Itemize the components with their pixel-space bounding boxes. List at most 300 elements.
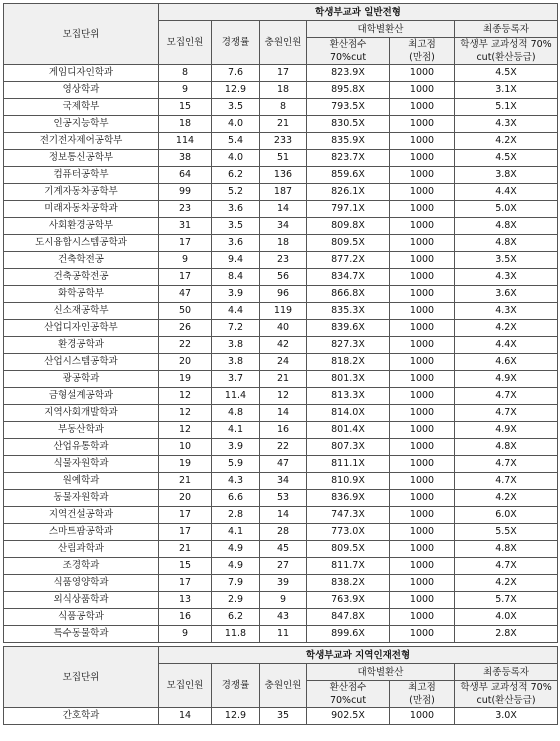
quota-cell: 22 [159, 337, 212, 354]
max-score-cell: 1000 [390, 184, 455, 201]
competition-rate-cell: 3.6 [212, 201, 260, 218]
competition-rate-cell: 7.2 [212, 320, 260, 337]
filled-count-cell: 119 [260, 303, 307, 320]
max-header-sub: (만점) [409, 52, 435, 63]
converted-score-cell: 809.8X [307, 218, 390, 235]
converted-score-cell: 895.8X [307, 82, 390, 99]
unit-name-cell: 인공지능학부 [4, 116, 159, 133]
max-header-sub: (만점) [409, 695, 435, 706]
max-score-cell: 1000 [390, 116, 455, 133]
filled-count-cell: 14 [260, 507, 307, 524]
competition-rate-cell: 5.4 [212, 133, 260, 150]
competition-rate-cell: 3.5 [212, 218, 260, 235]
max-score-cell: 1000 [390, 150, 455, 167]
quota-cell: 19 [159, 456, 212, 473]
competition-rate-cell: 6.2 [212, 167, 260, 184]
max-score-cell: 1000 [390, 82, 455, 99]
max-score-cell: 1000 [390, 507, 455, 524]
max-header-label: 최고점 [408, 682, 436, 693]
general-admission-table [3, 3, 558, 643]
filled-count-cell: 23 [260, 252, 307, 269]
final-grade-cell: 4.7X [455, 558, 558, 575]
max-score-cell: 1000 [390, 609, 455, 626]
unit-header: 모집단위 [4, 647, 159, 708]
score-header [307, 38, 390, 65]
max-score-cell: 1000 [390, 286, 455, 303]
filled-count-cell: 45 [260, 541, 307, 558]
quota-cell: 13 [159, 592, 212, 609]
quota-cell: 31 [159, 218, 212, 235]
group-header: 학생부교과 지역인재전형 [159, 647, 558, 664]
final-grade-cell: 4.0X [455, 609, 558, 626]
table-row [4, 337, 558, 354]
final-sub-header-2: cut(환산등급) [476, 52, 536, 63]
filled-count-cell: 34 [260, 218, 307, 235]
quota-cell: 26 [159, 320, 212, 337]
converted-score-cell: 763.9X [307, 592, 390, 609]
max-score-cell: 1000 [390, 218, 455, 235]
rate-header: 경쟁률 [212, 21, 260, 65]
converted-score-cell: 801.4X [307, 422, 390, 439]
max-score-cell: 1000 [390, 524, 455, 541]
max-score-cell: 1000 [390, 99, 455, 116]
converted-score-cell: 801.3X [307, 371, 390, 388]
quota-cell: 47 [159, 286, 212, 303]
quota-cell: 9 [159, 626, 212, 643]
competition-rate-cell: 9.4 [212, 252, 260, 269]
final-grade-cell: 5.5X [455, 524, 558, 541]
converted-score-cell: 899.6X [307, 626, 390, 643]
convert-header: 대학별환산 [307, 21, 455, 38]
table-row [4, 541, 558, 558]
converted-score-cell: 827.3X [307, 337, 390, 354]
max-score-cell: 1000 [390, 133, 455, 150]
filled-count-cell: 51 [260, 150, 307, 167]
competition-rate-cell: 4.9 [212, 558, 260, 575]
quota-cell: 18 [159, 116, 212, 133]
max-header [390, 38, 455, 65]
filled-count-cell: 22 [260, 439, 307, 456]
filled-header: 충원인원 [260, 664, 307, 708]
table-row [4, 99, 558, 116]
unit-name-cell: 건축공학전공 [4, 269, 159, 286]
converted-score-cell: 902.5X [307, 708, 390, 725]
competition-rate-cell: 4.0 [212, 116, 260, 133]
max-score-cell: 1000 [390, 252, 455, 269]
quota-cell: 17 [159, 507, 212, 524]
table-row [4, 354, 558, 371]
unit-name-cell: 산업시스템공학과 [4, 354, 159, 371]
quota-cell: 21 [159, 473, 212, 490]
max-score-cell: 1000 [390, 235, 455, 252]
competition-rate-cell: 4.8 [212, 405, 260, 422]
final-grade-cell: 5.0X [455, 201, 558, 218]
final-grade-cell: 3.1X [455, 82, 558, 99]
max-score-cell: 1000 [390, 303, 455, 320]
converted-score-cell: 793.5X [307, 99, 390, 116]
table-row [4, 422, 558, 439]
final-grade-cell: 4.3X [455, 303, 558, 320]
unit-name-cell: 도시융합시스템공학과 [4, 235, 159, 252]
table-row [4, 388, 558, 405]
quota-cell: 9 [159, 252, 212, 269]
filled-count-cell: 42 [260, 337, 307, 354]
regional-admission-rows [4, 708, 558, 725]
max-score-cell: 1000 [390, 354, 455, 371]
competition-rate-cell: 7.6 [212, 65, 260, 82]
filled-count-cell: 21 [260, 371, 307, 388]
general-admission-rows [4, 65, 558, 643]
competition-rate-cell: 4.9 [212, 541, 260, 558]
competition-rate-cell: 12.9 [212, 708, 260, 725]
table-row [4, 150, 558, 167]
competition-rate-cell: 11.8 [212, 626, 260, 643]
unit-name-cell: 조경학과 [4, 558, 159, 575]
filled-count-cell: 187 [260, 184, 307, 201]
competition-rate-cell: 4.1 [212, 524, 260, 541]
final-sub-header-2: cut(환산등급) [476, 695, 536, 706]
filled-count-cell: 27 [260, 558, 307, 575]
filled-count-cell: 16 [260, 422, 307, 439]
table-row [4, 575, 558, 592]
filled-count-cell: 96 [260, 286, 307, 303]
max-score-cell: 1000 [390, 490, 455, 507]
filled-count-cell: 18 [260, 82, 307, 99]
filled-count-cell: 8 [260, 99, 307, 116]
unit-name-cell: 원예학과 [4, 473, 159, 490]
quota-cell: 14 [159, 708, 212, 725]
regional-admission-table [3, 646, 558, 725]
converted-score-cell: 836.9X [307, 490, 390, 507]
final-grade-cell: 4.6X [455, 354, 558, 371]
final-sub-header [455, 681, 558, 708]
unit-name-cell: 식품공학과 [4, 609, 159, 626]
quota-cell: 8 [159, 65, 212, 82]
final-grade-cell: 4.5X [455, 150, 558, 167]
max-score-cell: 1000 [390, 320, 455, 337]
final-grade-cell: 3.0X [455, 708, 558, 725]
filled-count-cell: 34 [260, 473, 307, 490]
max-score-cell: 1000 [390, 626, 455, 643]
competition-rate-cell: 6.6 [212, 490, 260, 507]
final-grade-cell: 3.5X [455, 252, 558, 269]
table-row [4, 303, 558, 320]
unit-name-cell: 게임디자인학과 [4, 65, 159, 82]
final-grade-cell: 4.2X [455, 575, 558, 592]
converted-score-cell: 847.8X [307, 609, 390, 626]
converted-score-cell: 866.8X [307, 286, 390, 303]
table-row [4, 184, 558, 201]
quota-cell: 16 [159, 609, 212, 626]
final-sub-header [455, 38, 558, 65]
unit-name-cell: 전기전자제어공학부 [4, 133, 159, 150]
max-score-cell: 1000 [390, 439, 455, 456]
quota-cell: 17 [159, 524, 212, 541]
unit-name-cell: 지역건설공학과 [4, 507, 159, 524]
final-header: 최종등록자 [455, 664, 558, 681]
filled-count-cell: 14 [260, 405, 307, 422]
final-grade-cell: 4.9X [455, 371, 558, 388]
table-row [4, 235, 558, 252]
competition-rate-cell: 3.8 [212, 337, 260, 354]
max-header-label: 최고점 [408, 39, 436, 50]
filled-count-cell: 53 [260, 490, 307, 507]
competition-rate-cell: 5.2 [212, 184, 260, 201]
competition-rate-cell: 6.2 [212, 609, 260, 626]
max-score-cell: 1000 [390, 65, 455, 82]
converted-score-cell: 773.0X [307, 524, 390, 541]
converted-score-cell: 823.7X [307, 150, 390, 167]
filled-count-cell: 43 [260, 609, 307, 626]
converted-score-cell: 859.6X [307, 167, 390, 184]
score-header-sub: 70%cut [329, 52, 367, 63]
converted-score-cell: 818.2X [307, 354, 390, 371]
score-header-label: 환산점수 [329, 39, 367, 50]
table-row [4, 371, 558, 388]
unit-name-cell: 특수동물학과 [4, 626, 159, 643]
converted-score-cell: 810.9X [307, 473, 390, 490]
score-header-sub: 70%cut [329, 695, 367, 706]
converted-score-cell: 830.5X [307, 116, 390, 133]
converted-score-cell: 835.9X [307, 133, 390, 150]
table-row [4, 456, 558, 473]
table-row [4, 201, 558, 218]
converted-score-cell: 747.3X [307, 507, 390, 524]
unit-name-cell: 식물자원학과 [4, 456, 159, 473]
quota-header: 모집인원 [159, 664, 212, 708]
quota-cell: 50 [159, 303, 212, 320]
filled-count-cell: 28 [260, 524, 307, 541]
competition-rate-cell: 7.9 [212, 575, 260, 592]
final-grade-cell: 4.3X [455, 116, 558, 133]
final-grade-cell: 4.5X [455, 65, 558, 82]
final-grade-cell: 5.1X [455, 99, 558, 116]
max-score-cell: 1000 [390, 708, 455, 725]
unit-name-cell: 산업디자인공학부 [4, 320, 159, 337]
quota-cell: 21 [159, 541, 212, 558]
filled-count-cell: 40 [260, 320, 307, 337]
competition-rate-cell: 4.3 [212, 473, 260, 490]
quota-cell: 20 [159, 354, 212, 371]
unit-name-cell: 동물자원학과 [4, 490, 159, 507]
filled-count-cell: 35 [260, 708, 307, 725]
competition-rate-cell: 5.9 [212, 456, 260, 473]
converted-score-cell: 835.3X [307, 303, 390, 320]
unit-name-cell: 식품영양학과 [4, 575, 159, 592]
competition-rate-cell: 3.7 [212, 371, 260, 388]
filled-count-cell: 233 [260, 133, 307, 150]
unit-name-cell: 금형설계공학과 [4, 388, 159, 405]
max-score-cell: 1000 [390, 167, 455, 184]
score-header-label: 환산점수 [329, 682, 367, 693]
table-row [4, 252, 558, 269]
max-score-cell: 1000 [390, 558, 455, 575]
unit-name-cell: 외식상품학과 [4, 592, 159, 609]
convert-header: 대학별환산 [307, 664, 455, 681]
converted-score-cell: 809.5X [307, 235, 390, 252]
max-score-cell: 1000 [390, 541, 455, 558]
competition-rate-cell: 3.5 [212, 99, 260, 116]
converted-score-cell: 839.6X [307, 320, 390, 337]
final-grade-cell: 4.2X [455, 490, 558, 507]
quota-cell: 17 [159, 269, 212, 286]
filled-count-cell: 56 [260, 269, 307, 286]
max-score-cell: 1000 [390, 405, 455, 422]
final-grade-cell: 4.8X [455, 541, 558, 558]
table-row [4, 218, 558, 235]
table-row [4, 473, 558, 490]
quota-cell: 17 [159, 575, 212, 592]
table-row [4, 524, 558, 541]
competition-rate-cell: 4.1 [212, 422, 260, 439]
unit-name-cell: 간호학과 [4, 708, 159, 725]
unit-name-cell: 환경공학과 [4, 337, 159, 354]
final-grade-cell: 4.8X [455, 235, 558, 252]
table-row [4, 490, 558, 507]
converted-score-cell: 826.1X [307, 184, 390, 201]
table-row [4, 626, 558, 643]
quota-cell: 38 [159, 150, 212, 167]
final-grade-cell: 4.3X [455, 269, 558, 286]
max-score-cell: 1000 [390, 575, 455, 592]
max-score-cell: 1000 [390, 371, 455, 388]
quota-cell: 17 [159, 235, 212, 252]
final-sub-header-1: 학생부 교과성적 70% [460, 39, 552, 50]
converted-score-cell: 877.2X [307, 252, 390, 269]
converted-score-cell: 811.7X [307, 558, 390, 575]
unit-name-cell: 정보통신공학부 [4, 150, 159, 167]
converted-score-cell: 809.5X [307, 541, 390, 558]
max-score-cell: 1000 [390, 422, 455, 439]
final-grade-cell: 4.7X [455, 473, 558, 490]
competition-rate-cell: 8.4 [212, 269, 260, 286]
converted-score-cell: 814.0X [307, 405, 390, 422]
table-row [4, 269, 558, 286]
converted-score-cell: 838.2X [307, 575, 390, 592]
filled-header: 충원인원 [260, 21, 307, 65]
unit-name-cell: 산업유통학과 [4, 439, 159, 456]
unit-name-cell: 부동산학과 [4, 422, 159, 439]
max-score-cell: 1000 [390, 473, 455, 490]
table-row [4, 82, 558, 99]
quota-cell: 23 [159, 201, 212, 218]
final-grade-cell: 4.8X [455, 439, 558, 456]
converted-score-cell: 813.3X [307, 388, 390, 405]
filled-count-cell: 11 [260, 626, 307, 643]
score-header [307, 681, 390, 708]
table-row [4, 405, 558, 422]
filled-count-cell: 18 [260, 235, 307, 252]
filled-count-cell: 136 [260, 167, 307, 184]
table-row [4, 558, 558, 575]
filled-count-cell: 24 [260, 354, 307, 371]
quota-cell: 15 [159, 558, 212, 575]
final-grade-cell: 4.4X [455, 184, 558, 201]
quota-cell: 10 [159, 439, 212, 456]
filled-count-cell: 47 [260, 456, 307, 473]
max-score-cell: 1000 [390, 269, 455, 286]
filled-count-cell: 9 [260, 592, 307, 609]
converted-score-cell: 811.1X [307, 456, 390, 473]
table-row [4, 167, 558, 184]
competition-rate-cell: 4.4 [212, 303, 260, 320]
rate-header: 경쟁률 [212, 664, 260, 708]
unit-name-cell: 건축학전공 [4, 252, 159, 269]
unit-name-cell: 지역사회개발학과 [4, 405, 159, 422]
final-grade-cell: 4.8X [455, 218, 558, 235]
final-grade-cell: 4.2X [455, 133, 558, 150]
final-grade-cell: 3.6X [455, 286, 558, 303]
table-row [4, 320, 558, 337]
competition-rate-cell: 11.4 [212, 388, 260, 405]
table-row [4, 507, 558, 524]
table-row [4, 592, 558, 609]
final-grade-cell: 5.7X [455, 592, 558, 609]
converted-score-cell: 807.3X [307, 439, 390, 456]
unit-name-cell: 영상학과 [4, 82, 159, 99]
unit-name-cell: 사회환경공학부 [4, 218, 159, 235]
competition-rate-cell: 12.9 [212, 82, 260, 99]
unit-name-cell: 화학공학부 [4, 286, 159, 303]
converted-score-cell: 823.9X [307, 65, 390, 82]
unit-name-cell: 기계자동차공학부 [4, 184, 159, 201]
unit-name-cell: 스마트팜공학과 [4, 524, 159, 541]
converted-score-cell: 797.1X [307, 201, 390, 218]
converted-score-cell: 834.7X [307, 269, 390, 286]
filled-count-cell: 17 [260, 65, 307, 82]
competition-rate-cell: 2.9 [212, 592, 260, 609]
competition-rate-cell: 3.8 [212, 354, 260, 371]
quota-cell: 19 [159, 371, 212, 388]
quota-cell: 64 [159, 167, 212, 184]
unit-name-cell: 광공학과 [4, 371, 159, 388]
table-row [4, 708, 558, 725]
quota-cell: 12 [159, 405, 212, 422]
quota-cell: 12 [159, 422, 212, 439]
unit-name-cell: 신소재공학부 [4, 303, 159, 320]
max-score-cell: 1000 [390, 592, 455, 609]
max-score-cell: 1000 [390, 388, 455, 405]
unit-name-cell: 국제학부 [4, 99, 159, 116]
final-sub-header-1: 학생부 교과성적 70% [460, 682, 552, 693]
final-grade-cell: 6.0X [455, 507, 558, 524]
quota-cell: 12 [159, 388, 212, 405]
quota-cell: 9 [159, 82, 212, 99]
quota-header: 모집인원 [159, 21, 212, 65]
filled-count-cell: 39 [260, 575, 307, 592]
unit-name-cell: 컴퓨터공학부 [4, 167, 159, 184]
table-row [4, 65, 558, 82]
max-score-cell: 1000 [390, 456, 455, 473]
max-header [390, 681, 455, 708]
final-grade-cell: 4.4X [455, 337, 558, 354]
final-grade-cell: 2.8X [455, 626, 558, 643]
unit-name-cell: 미래자동차공학과 [4, 201, 159, 218]
table-row [4, 609, 558, 626]
final-grade-cell: 4.2X [455, 320, 558, 337]
quota-cell: 99 [159, 184, 212, 201]
table-row [4, 116, 558, 133]
table-row [4, 439, 558, 456]
final-grade-cell: 4.7X [455, 456, 558, 473]
final-grade-cell: 3.8X [455, 167, 558, 184]
table-row [4, 133, 558, 150]
filled-count-cell: 21 [260, 116, 307, 133]
final-header: 최종등록자 [455, 21, 558, 38]
quota-cell: 20 [159, 490, 212, 507]
competition-rate-cell: 3.9 [212, 286, 260, 303]
quota-cell: 15 [159, 99, 212, 116]
